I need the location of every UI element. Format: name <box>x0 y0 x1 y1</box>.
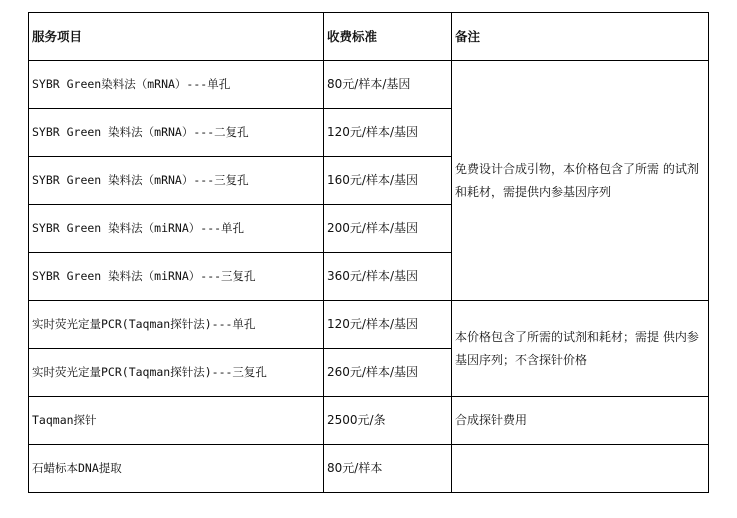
service-name: SYBR Green 染料法（mRNA）---二复孔 <box>29 109 324 157</box>
table-row <box>29 397 709 445</box>
service-name: 石蜡标本DNA提取 <box>29 445 324 493</box>
service-name: SYBR Green 染料法（mRNA）---三复孔 <box>29 157 324 205</box>
service-name: Taqman探针 <box>29 397 324 445</box>
table-row <box>29 445 709 493</box>
service-price: 120元/样本/基因 <box>324 301 452 349</box>
service-price: 200元/样本/基因 <box>324 205 452 253</box>
header-service: 服务项目 <box>29 13 324 61</box>
header-note: 备注 <box>452 13 709 61</box>
service-name: SYBR Green 染料法（miRNA）---三复孔 <box>29 253 324 301</box>
table-row <box>29 61 709 109</box>
service-price: 120元/样本/基因 <box>324 109 452 157</box>
service-note: 本价格包含了所需的试剂和耗材；需提 供内参基因序列；不含探针价格 <box>452 301 709 397</box>
service-name: SYBR Green 染料法（miRNA）---单孔 <box>29 205 324 253</box>
service-price: 160元/样本/基因 <box>324 157 452 205</box>
service-price: 80元/样本 <box>324 445 452 493</box>
service-note: 免费设计合成引物，本价格包含了所需 的试剂和耗材，需提供内参基因序列 <box>452 61 709 301</box>
service-price: 80元/样本/基因 <box>324 61 452 109</box>
service-name: SYBR Green染料法（mRNA）---单孔 <box>29 61 324 109</box>
service-price: 2500元/条 <box>324 397 452 445</box>
service-price: 260元/样本/基因 <box>324 349 452 397</box>
table-header-row <box>29 13 709 61</box>
service-name: 实时荧光定量PCR(Taqman探针法)---三复孔 <box>29 349 324 397</box>
service-price: 360元/样本/基因 <box>324 253 452 301</box>
service-note <box>452 445 709 493</box>
service-name: 实时荧光定量PCR(Taqman探针法)---单孔 <box>29 301 324 349</box>
service-note: 合成探针费用 <box>452 397 709 445</box>
table-row <box>29 301 709 349</box>
header-price: 收费标准 <box>324 13 452 61</box>
service-price-table <box>28 12 709 493</box>
